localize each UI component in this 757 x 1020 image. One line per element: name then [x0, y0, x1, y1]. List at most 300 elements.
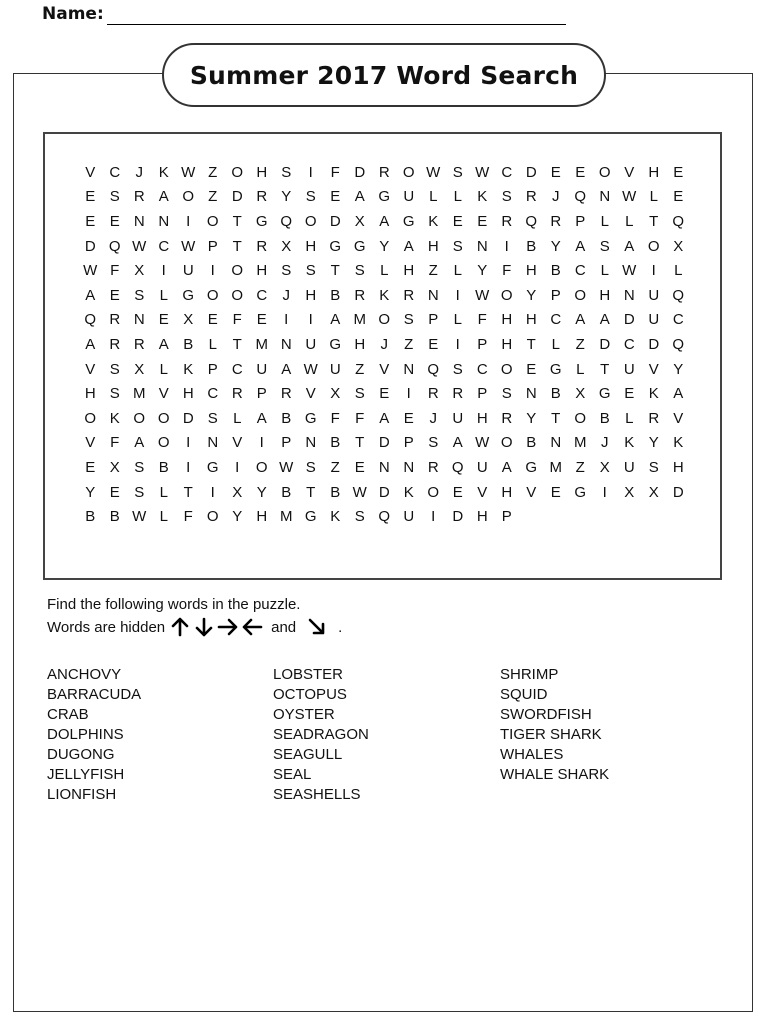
grid-letter[interactable]: W [475, 434, 490, 452]
grid-letter[interactable]: Q [280, 212, 293, 230]
grid-letter[interactable]: G [182, 286, 195, 304]
grid-letter[interactable]: D [599, 335, 611, 353]
grid-letter[interactable]: K [379, 286, 390, 304]
grid-letter[interactable]: X [281, 237, 292, 255]
grid-letter[interactable]: P [477, 385, 488, 403]
grid-letter[interactable]: L [625, 212, 634, 230]
grid-letter[interactable]: W [475, 286, 490, 304]
grid-letter[interactable]: A [575, 237, 586, 255]
grid-letter[interactable]: H [501, 335, 513, 353]
grid-letter[interactable]: H [501, 483, 513, 501]
grid-letter[interactable]: Z [208, 188, 218, 206]
grid-letter[interactable]: V [85, 360, 96, 378]
grid-letter[interactable]: E [550, 483, 561, 501]
grid-letter[interactable]: Y [526, 286, 537, 304]
grid-letter[interactable]: C [550, 311, 562, 329]
grid-letter[interactable]: S [207, 409, 218, 427]
grid-letter[interactable]: T [649, 212, 659, 230]
grid-letter[interactable]: A [256, 409, 267, 427]
grid-letter[interactable]: V [477, 483, 488, 501]
grid-letter[interactable]: S [354, 508, 365, 526]
grid-letter[interactable]: X [599, 458, 610, 476]
grid-letter[interactable]: R [452, 385, 464, 403]
grid-letter[interactable]: T [600, 360, 610, 378]
grid-letter[interactable]: C [574, 262, 586, 280]
grid-letter[interactable]: X [575, 385, 586, 403]
grid-letter[interactable]: S [599, 237, 610, 255]
grid-letter[interactable]: E [428, 335, 439, 353]
grid-letter[interactable]: H [84, 385, 96, 403]
grid-letter[interactable]: O [206, 508, 219, 526]
grid-letter[interactable]: I [210, 483, 215, 501]
grid-letter[interactable]: D [378, 483, 390, 501]
grid-letter[interactable]: D [354, 163, 366, 181]
grid-letter[interactable]: O [574, 286, 587, 304]
grid-letter[interactable]: L [208, 335, 217, 353]
grid-letter[interactable]: T [232, 212, 242, 230]
grid-letter[interactable]: Q [672, 212, 685, 230]
grid-letter[interactable]: P [428, 311, 439, 329]
grid-letter[interactable]: I [504, 237, 509, 255]
grid-letter[interactable]: S [452, 163, 463, 181]
grid-letter[interactable]: D [452, 508, 464, 526]
grid-letter[interactable]: R [403, 286, 415, 304]
grid-letter[interactable]: S [452, 360, 463, 378]
grid-letter[interactable]: I [455, 286, 460, 304]
grid-letter[interactable]: G [353, 237, 366, 255]
grid-letter[interactable]: T [526, 335, 536, 353]
grid-letter[interactable]: V [673, 409, 684, 427]
grid-letter[interactable]: B [183, 335, 194, 353]
grid-letter[interactable]: T [330, 262, 340, 280]
grid-letter[interactable]: I [406, 385, 411, 403]
grid-letter[interactable]: L [600, 212, 609, 230]
grid-letter[interactable]: J [282, 286, 290, 304]
grid-letter[interactable]: N [403, 458, 415, 476]
grid-letter[interactable]: F [502, 262, 512, 280]
grid-letter[interactable]: H [525, 262, 537, 280]
grid-letter[interactable]: S [403, 311, 414, 329]
grid-letter[interactable]: P [403, 434, 414, 452]
grid-letter[interactable]: W [352, 483, 367, 501]
grid-letter[interactable]: A [158, 335, 169, 353]
grid-letter[interactable]: C [501, 163, 513, 181]
grid-letter[interactable]: Y [673, 360, 684, 378]
grid-letter[interactable]: B [599, 409, 610, 427]
grid-letter[interactable]: A [281, 360, 292, 378]
grid-letter[interactable]: L [159, 508, 168, 526]
grid-letter[interactable]: R [109, 335, 121, 353]
grid-letter[interactable]: S [452, 237, 463, 255]
grid-letter[interactable]: I [186, 212, 191, 230]
grid-letter[interactable]: O [574, 409, 587, 427]
grid-letter[interactable]: E [673, 163, 684, 181]
grid-letter[interactable]: U [452, 409, 464, 427]
grid-letter[interactable]: I [186, 458, 191, 476]
grid-letter[interactable]: U [256, 360, 268, 378]
grid-letter[interactable]: A [85, 335, 96, 353]
grid-letter[interactable]: B [550, 385, 561, 403]
grid-letter[interactable]: K [403, 483, 414, 501]
grid-letter[interactable]: E [452, 483, 463, 501]
grid-letter[interactable]: Y [232, 508, 243, 526]
grid-letter[interactable]: H [305, 286, 317, 304]
grid-letter[interactable]: B [281, 483, 292, 501]
grid-letter[interactable]: F [183, 508, 193, 526]
grid-letter[interactable]: R [501, 409, 513, 427]
grid-letter[interactable]: R [501, 212, 513, 230]
grid-letter[interactable]: U [648, 311, 660, 329]
grid-letter[interactable]: X [624, 483, 635, 501]
grid-letter[interactable]: S [109, 360, 120, 378]
grid-letter[interactable]: W [475, 163, 490, 181]
grid-letter[interactable]: Y [85, 483, 96, 501]
grid-letter[interactable]: A [354, 188, 365, 206]
grid-letter[interactable]: E [207, 311, 218, 329]
grid-letter[interactable]: Y [526, 409, 537, 427]
grid-letter[interactable]: R [256, 188, 268, 206]
grid-letter[interactable]: O [157, 409, 170, 427]
grid-letter[interactable]: Y [648, 434, 659, 452]
grid-letter[interactable]: R [354, 286, 366, 304]
grid-letter[interactable]: Z [330, 458, 340, 476]
grid-letter[interactable]: N [133, 311, 145, 329]
grid-letter[interactable]: B [109, 508, 120, 526]
grid-letter[interactable]: L [233, 409, 242, 427]
grid-letter[interactable]: J [380, 335, 388, 353]
grid-letter[interactable]: L [576, 360, 585, 378]
grid-letter[interactable]: N [525, 385, 537, 403]
grid-letter[interactable]: E [330, 188, 341, 206]
grid-letter[interactable]: K [648, 385, 659, 403]
grid-letter[interactable]: Z [575, 335, 585, 353]
grid-letter[interactable]: E [477, 212, 488, 230]
grid-letter[interactable]: H [182, 385, 194, 403]
grid-letter[interactable]: K [673, 434, 684, 452]
grid-letter[interactable]: G [598, 385, 611, 403]
grid-letter[interactable]: I [235, 458, 240, 476]
grid-letter[interactable]: R [109, 311, 121, 329]
grid-letter[interactable]: E [575, 163, 586, 181]
grid-letter[interactable]: J [601, 434, 609, 452]
grid-letter[interactable]: V [85, 163, 96, 181]
grid-letter[interactable]: X [183, 311, 194, 329]
grid-letter[interactable]: G [378, 188, 391, 206]
grid-letter[interactable]: D [182, 409, 194, 427]
grid-letter[interactable]: I [602, 483, 607, 501]
grid-letter[interactable]: P [501, 508, 512, 526]
grid-letter[interactable]: W [132, 508, 147, 526]
grid-letter[interactable]: D [84, 237, 96, 255]
grid-letter[interactable]: H [256, 508, 268, 526]
grid-letter[interactable]: B [550, 262, 561, 280]
grid-letter[interactable]: G [304, 508, 317, 526]
grid-letter[interactable]: D [623, 311, 635, 329]
grid-letter[interactable]: E [109, 483, 120, 501]
grid-letter[interactable]: R [525, 188, 537, 206]
grid-letter[interactable]: G [525, 458, 538, 476]
grid-letter[interactable]: L [551, 335, 560, 353]
grid-letter[interactable]: N [133, 212, 145, 230]
grid-letter[interactable]: N [476, 237, 488, 255]
grid-letter[interactable]: K [624, 434, 635, 452]
grid-letter[interactable]: L [625, 409, 634, 427]
grid-letter[interactable]: V [624, 163, 635, 181]
grid-letter[interactable]: K [428, 212, 439, 230]
grid-letter[interactable]: Z [355, 360, 365, 378]
grid-letter[interactable]: S [281, 163, 292, 181]
grid-letter[interactable]: L [453, 188, 462, 206]
grid-letter[interactable]: G [402, 212, 415, 230]
name-line[interactable] [107, 24, 566, 25]
grid-letter[interactable]: X [330, 385, 341, 403]
grid-letter[interactable]: J [552, 188, 560, 206]
grid-letter[interactable]: K [158, 163, 169, 181]
grid-letter[interactable]: G [329, 237, 342, 255]
grid-letter[interactable]: H [427, 237, 439, 255]
grid-letter[interactable]: E [452, 212, 463, 230]
grid-letter[interactable]: E [550, 163, 561, 181]
grid-letter[interactable]: I [284, 311, 289, 329]
grid-letter[interactable]: H [256, 163, 268, 181]
grid-letter[interactable]: X [648, 483, 659, 501]
grid-letter[interactable]: L [380, 262, 389, 280]
grid-letter[interactable]: L [159, 286, 168, 304]
grid-letter[interactable]: R [378, 163, 390, 181]
grid-letter[interactable]: V [305, 385, 316, 403]
grid-letter[interactable]: O [231, 163, 244, 181]
grid-letter[interactable]: O [500, 286, 513, 304]
grid-letter[interactable]: U [623, 360, 635, 378]
grid-letter[interactable]: Y [281, 188, 292, 206]
grid-letter[interactable]: H [501, 311, 513, 329]
grid-letter[interactable]: D [648, 335, 660, 353]
grid-letter[interactable]: S [305, 458, 316, 476]
grid-letter[interactable]: O [427, 483, 440, 501]
grid-letter[interactable]: L [649, 188, 658, 206]
grid-letter[interactable]: B [85, 508, 96, 526]
grid-letter[interactable]: R [427, 385, 439, 403]
grid-letter[interactable]: X [134, 360, 145, 378]
grid-letter[interactable]: X [354, 212, 365, 230]
grid-letter[interactable]: U [329, 360, 341, 378]
grid-letter[interactable]: S [109, 188, 120, 206]
grid-letter[interactable]: K [477, 188, 488, 206]
grid-letter[interactable]: S [501, 385, 512, 403]
grid-letter[interactable]: O [206, 286, 219, 304]
grid-letter[interactable]: Q [525, 212, 538, 230]
grid-letter[interactable]: I [308, 163, 313, 181]
grid-letter[interactable]: I [651, 262, 656, 280]
grid-letter[interactable]: W [622, 262, 637, 280]
grid-letter[interactable]: W [279, 458, 294, 476]
grid-letter[interactable]: M [574, 434, 587, 452]
grid-letter[interactable]: C [623, 335, 635, 353]
grid-letter[interactable]: O [378, 311, 391, 329]
grid-letter[interactable]: R [133, 188, 145, 206]
grid-letter[interactable]: Y [256, 483, 267, 501]
grid-letter[interactable]: M [280, 508, 293, 526]
grid-letter[interactable]: P [281, 434, 292, 452]
grid-letter[interactable]: M [353, 311, 366, 329]
grid-letter[interactable]: E [158, 311, 169, 329]
grid-letter[interactable]: U [403, 188, 415, 206]
grid-letter[interactable]: G [206, 458, 219, 476]
grid-letter[interactable]: E [85, 188, 96, 206]
grid-letter[interactable]: B [281, 409, 292, 427]
grid-letter[interactable]: A [599, 311, 610, 329]
grid-letter[interactable]: V [232, 434, 243, 452]
grid-letter[interactable]: X [232, 483, 243, 501]
grid-letter[interactable]: D [672, 483, 684, 501]
grid-letter[interactable]: I [186, 434, 191, 452]
grid-letter[interactable]: D [231, 188, 243, 206]
grid-letter[interactable]: E [109, 286, 120, 304]
grid-letter[interactable]: U [403, 508, 415, 526]
grid-letter[interactable]: H [354, 335, 366, 353]
grid-letter[interactable]: H [476, 409, 488, 427]
grid-letter[interactable]: A [403, 237, 414, 255]
grid-letter[interactable]: L [674, 262, 683, 280]
grid-letter[interactable]: E [624, 385, 635, 403]
grid-letter[interactable]: D [525, 163, 537, 181]
grid-letter[interactable]: P [207, 360, 218, 378]
grid-letter[interactable]: S [305, 262, 316, 280]
grid-letter[interactable]: E [379, 385, 390, 403]
grid-letter[interactable]: O [500, 434, 513, 452]
grid-letter[interactable]: W [181, 163, 196, 181]
grid-letter[interactable]: Z [428, 262, 438, 280]
grid-letter[interactable]: G [574, 483, 587, 501]
grid-letter[interactable]: E [256, 311, 267, 329]
grid-letter[interactable]: L [600, 262, 609, 280]
grid-letter[interactable]: H [648, 163, 660, 181]
grid-letter[interactable]: L [453, 311, 462, 329]
grid-letter[interactable]: N [403, 360, 415, 378]
grid-letter[interactable]: T [306, 483, 316, 501]
grid-letter[interactable]: A [379, 212, 390, 230]
grid-letter[interactable]: X [673, 237, 684, 255]
grid-letter[interactable]: U [623, 458, 635, 476]
grid-letter[interactable]: R [280, 385, 292, 403]
grid-letter[interactable]: G [549, 360, 562, 378]
grid-letter[interactable]: P [550, 286, 561, 304]
grid-letter[interactable]: U [476, 458, 488, 476]
grid-letter[interactable]: Z [404, 335, 414, 353]
grid-letter[interactable]: V [85, 434, 96, 452]
grid-letter[interactable]: F [477, 311, 487, 329]
grid-letter[interactable]: S [134, 458, 145, 476]
grid-letter[interactable]: X [134, 262, 145, 280]
grid-letter[interactable]: J [135, 163, 143, 181]
grid-letter[interactable]: Q [672, 286, 685, 304]
grid-letter[interactable]: H [256, 262, 268, 280]
grid-letter[interactable]: D [378, 434, 390, 452]
grid-letter[interactable]: N [158, 212, 170, 230]
grid-letter[interactable]: S [281, 262, 292, 280]
grid-letter[interactable]: A [452, 434, 463, 452]
grid-letter[interactable]: O [304, 212, 317, 230]
grid-letter[interactable]: E [109, 212, 120, 230]
grid-letter[interactable]: R [427, 458, 439, 476]
grid-letter[interactable]: I [161, 262, 166, 280]
grid-letter[interactable]: E [403, 409, 414, 427]
grid-letter[interactable]: N [305, 434, 317, 452]
grid-letter[interactable]: Q [378, 508, 391, 526]
grid-letter[interactable]: A [673, 385, 684, 403]
grid-letter[interactable]: W [181, 237, 196, 255]
grid-letter[interactable]: H [525, 311, 537, 329]
grid-letter[interactable]: B [330, 434, 341, 452]
grid-letter[interactable]: H [476, 508, 488, 526]
grid-letter[interactable]: J [429, 409, 437, 427]
grid-letter[interactable]: M [255, 335, 268, 353]
grid-letter[interactable]: Q [574, 188, 587, 206]
grid-letter[interactable]: O [255, 458, 268, 476]
grid-letter[interactable]: P [477, 335, 488, 353]
grid-letter[interactable]: K [330, 508, 341, 526]
grid-letter[interactable]: E [673, 188, 684, 206]
grid-letter[interactable]: F [355, 409, 365, 427]
grid-letter[interactable]: F [330, 409, 340, 427]
grid-letter[interactable]: X [109, 458, 120, 476]
grid-letter[interactable]: G [329, 335, 342, 353]
grid-letter[interactable]: K [183, 360, 194, 378]
grid-letter[interactable]: O [647, 237, 660, 255]
grid-letter[interactable]: M [549, 458, 562, 476]
grid-letter[interactable]: W [303, 360, 318, 378]
grid-letter[interactable]: U [182, 262, 194, 280]
grid-letter[interactable]: O [402, 163, 415, 181]
grid-letter[interactable]: Q [451, 458, 464, 476]
grid-letter[interactable]: W [622, 188, 637, 206]
grid-letter[interactable]: O [182, 188, 195, 206]
grid-letter[interactable]: I [210, 262, 215, 280]
grid-letter[interactable]: E [354, 458, 365, 476]
grid-letter[interactable]: A [501, 458, 512, 476]
grid-letter[interactable]: I [308, 311, 313, 329]
grid-letter[interactable]: U [305, 335, 317, 353]
grid-letter[interactable]: P [256, 385, 267, 403]
grid-letter[interactable]: A [575, 311, 586, 329]
grid-letter[interactable]: D [329, 212, 341, 230]
grid-letter[interactable]: S [354, 385, 365, 403]
grid-letter[interactable]: N [599, 188, 611, 206]
grid-letter[interactable]: R [256, 237, 268, 255]
grid-letter[interactable]: L [159, 360, 168, 378]
grid-letter[interactable]: O [133, 409, 146, 427]
grid-letter[interactable]: C [109, 163, 121, 181]
grid-letter[interactable]: T [183, 483, 193, 501]
grid-letter[interactable]: O [231, 262, 244, 280]
grid-letter[interactable]: A [379, 409, 390, 427]
grid-letter[interactable]: A [624, 237, 635, 255]
grid-letter[interactable]: S [354, 262, 365, 280]
grid-letter[interactable]: N [427, 286, 439, 304]
grid-letter[interactable]: T [551, 409, 561, 427]
grid-letter[interactable]: C [672, 311, 684, 329]
grid-letter[interactable]: A [134, 434, 145, 452]
grid-letter[interactable]: I [455, 335, 460, 353]
grid-letter[interactable]: G [304, 409, 317, 427]
grid-letter[interactable]: E [85, 212, 96, 230]
grid-letter[interactable]: L [429, 188, 438, 206]
grid-letter[interactable]: S [109, 385, 120, 403]
grid-letter[interactable]: O [84, 409, 97, 427]
grid-letter[interactable]: B [526, 237, 537, 255]
grid-letter[interactable]: A [158, 188, 169, 206]
grid-letter[interactable]: F [232, 311, 242, 329]
